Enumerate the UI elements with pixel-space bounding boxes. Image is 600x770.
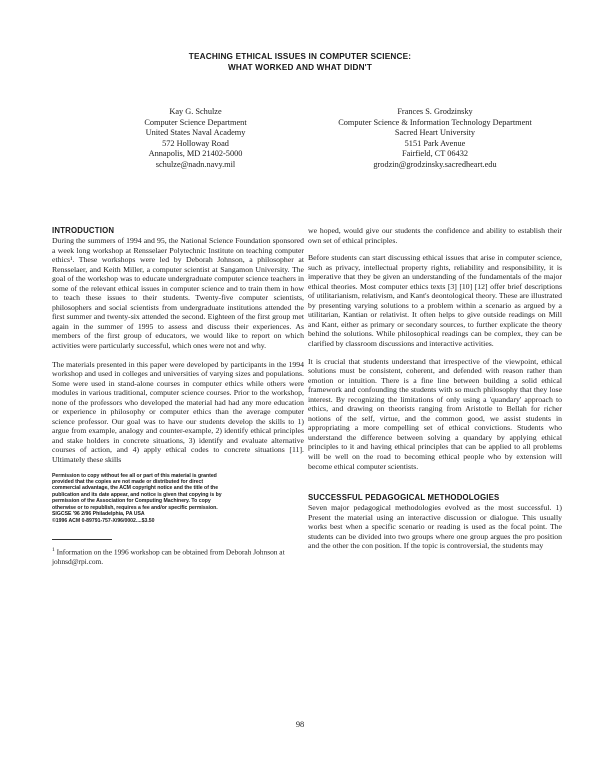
title-line-1: TEACHING ETHICAL ISSUES IN COMPUTER SCIENCE: [188,52,412,61]
author-address: 5151 Park Avenue [404,138,466,148]
page-number: 98 [295,720,305,729]
author-department: Computer Science & Information Technology Department [338,117,532,127]
author-email: schulze@nadn.navy.mil [155,159,236,169]
title-line-2: WHAT WORKED AND WHAT DIDN'T [227,62,373,72]
footnote-divider [52,539,112,540]
author-city: Fairfield, CT 06432 [402,149,468,159]
body-paragraph-theories: Before students can start discussing ethical issues that arise in computer science, such as privacy, intellectual property rights, reliability and responsibility, it is imperative that they be given an understanding of the fundamentals of the major ethical theories. Most computer ethics texts [3] [10] [12] offer brief descriptions of utilitarianism, relativism, and Kant's deontological theory. These are illustrated by presenting varying solutions to a problem within a scenario as argued by a utilitarian, Kantian or relativist. It often helps to give outside readings on Mill and Kant, either as primary or secondary sources, to further explicate the theory behind the solutions. While philosophical readings can be complex, they can be clarified by classroom discussions and interactive activities. [308,253,562,349]
introduction-paragraph-1: During the summers of 1994 and 95, the National Science Foundation sponsored a week long workshop at Rensselaer Polytechnic Institute on teaching computer ethics¹. These workshops were led by Deborah Johnson, a philosopher at Rensselaer, and Keith Miller, a computer scientist at Sangamon University. The goal of the workshop was to educate undergraduate computer science teachers in some of the relevant ethical issues in computer science and to train them in how to teach these issues to their students. Twenty-five computer scientists, philosophers and social scientists from undergraduate institutions attended the first summer and twenty-six attended the second. Eighteen of the first group met again in the summer of 1995 to assess and discuss their experiences. As members of the first group of educators, we would like to report on which activities were particularly successful, which ones were not and why. [52,236,304,351]
author-block-1 [88,107,303,171]
left-column [52,226,304,566]
methodologies-paragraph: Seven major pedagogical methodologies evolved as the most successful. 1) Present the material using an interactive discussion or dialogue. This usually works best when a specific scenario or reading is used as the focal point. The students can be divided into two groups where one group argues the pro position and the other the con position. If the topic is controversial, the students may [308,503,562,551]
author-name: Frances S. Grodzinsky [397,107,473,116]
author-city: Annapolis, MD 21402-5000 [148,149,243,159]
author-institution: United States Naval Academy [145,128,246,138]
footnote [52,546,304,566]
footnote-mark: 1 [52,547,55,554]
author-department: Computer Science Department [144,117,247,127]
body-paragraph-continued: we hoped, would give our students the confidence and ability to establish their own set of ethical principles. [308,226,562,245]
author-block-2 [305,107,565,171]
author-institution: Sacred Heart University [394,128,476,138]
introduction-paragraph-2: The materials presented in this paper were developed by participants in the 1994 workshop and used in colleges and universities of varying sizes and populations. Some were used in stand-alone courses in computer ethics while others were modules in various traditional, computer science courses. Prior to the workshop, none of the professors who developed the material had had any more education or experience in philosophy or computer ethics than the average computer science professor. Our goal was to have our students develop the skills to 1) argue from example, analogy and counter-example, 2) identify ethical principles and stake holders in concrete situations, 3) identify and evaluate alternative courses of action, and 4) apply ethical codes to concrete situations [11]. Ultimately these skills [52,359,304,465]
methodologies-heading: SUCCESSFUL PEDAGOGICAL METHODOLOGIES [308,493,500,503]
author-name: Kay G. Schulze [169,107,222,116]
paper-title [0,52,600,73]
introduction-heading: INTRODUCTION [52,226,115,235]
author-address: 572 Holloway Road [162,138,229,148]
body-paragraph-consistency: It is crucial that students understand that irrespective of the viewpoint, ethical solutions must be consistent, coherent, and defended with reason rather than emotion or intuition. There is a fine line between building a solid ethical framework and confounding the students with so much philosophy that they lose interest. By recognizing the limitations of only using a 'quandary' approach to ethics, and drawing on theorists ranging from Aristotle to Bellah for richer notions of the self, virtue, and the common good, we assist students in appropriating a more compelling set of ethical convictions. Students who understand the difference between solving a quandary by applying ethical principles to it and having ethical principles that can be applied to all problems will be well on the road to becoming ethical people who by extension will become ethical computer scientists. [308,356,562,471]
footnote-text: Information on the 1996 workshop can be obtained from Deborah Johnson at johnsd@rpi.com. [52,547,285,566]
right-column [308,226,562,559]
copyright-notice: Permission to copy without fee all or part of this material is granted provided that the copies are not made or distributed for direct commercial advantage, the ACM copyright notice and the title of the publication and its date appear, and notice is given that copying is by permission of the Association for Computing Machinery. To copy otherwise or to republish, requires a fee and/or specific permission. SIGCSE '96 2/96 Philadelphia, PA USA ©1996 ACM 0-89791-757-X/96/0002....$3.50 [52,472,222,524]
author-email: grodzin@grodzinsky.sacredheart.edu [373,159,497,169]
